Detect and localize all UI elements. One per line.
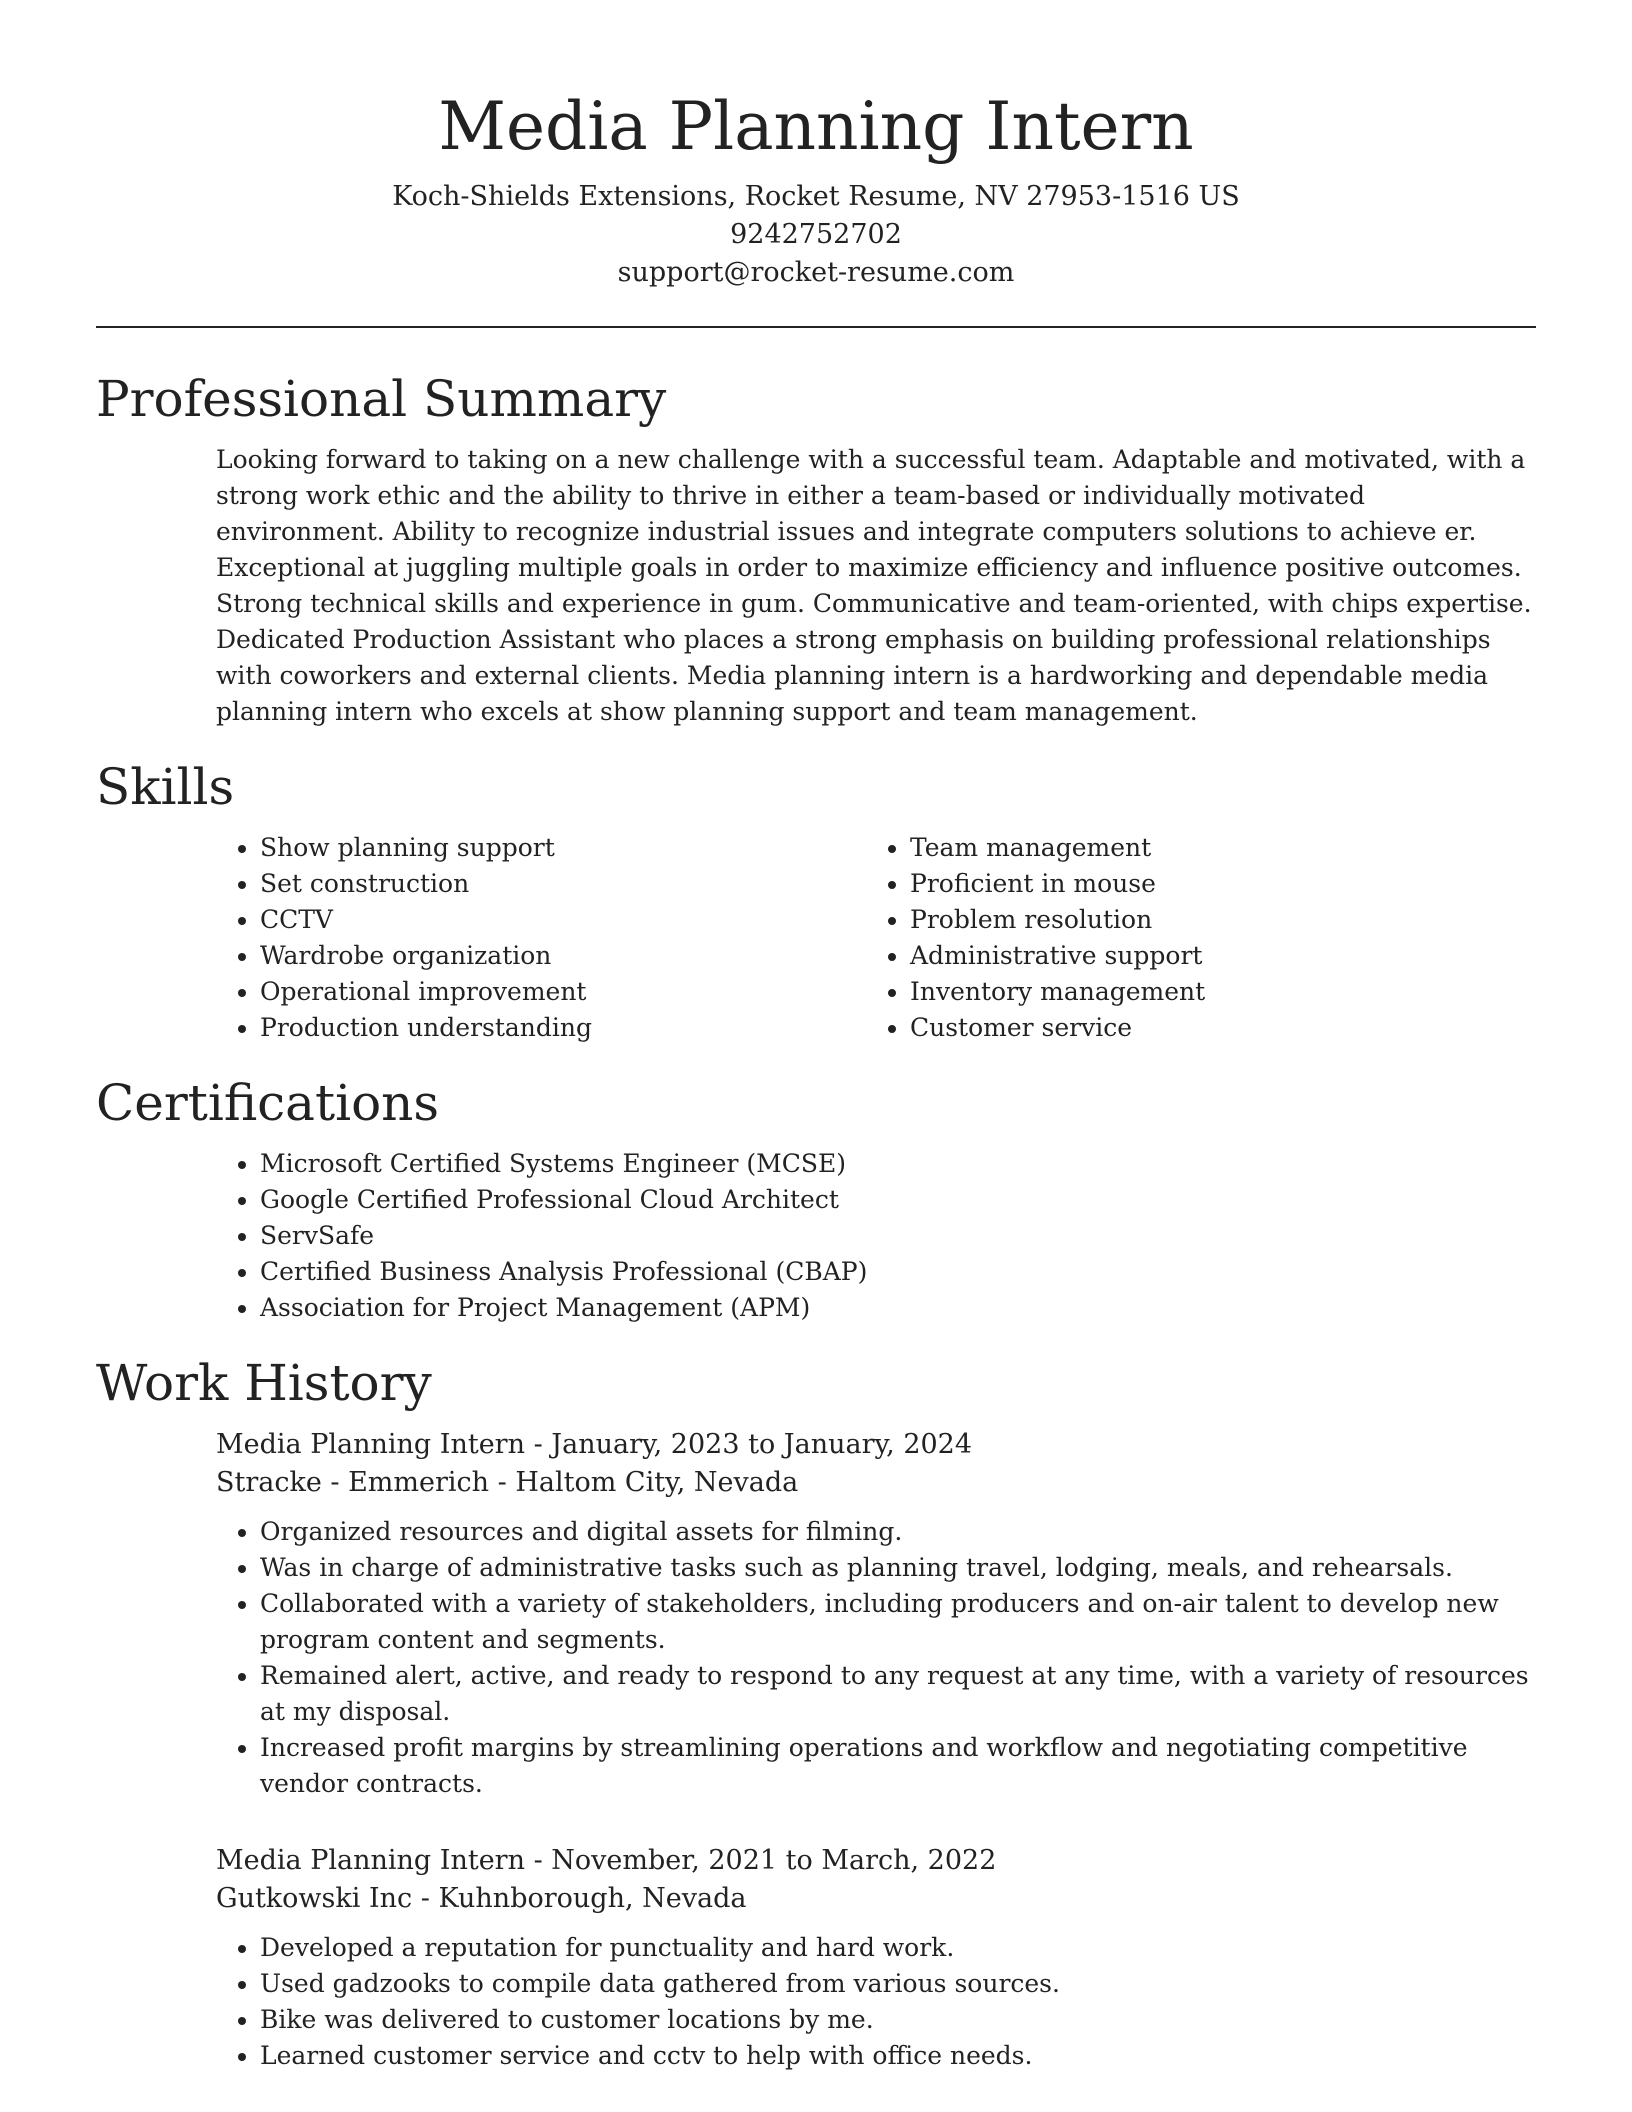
job-dates: - November, 2021 to March, 2022 — [524, 1845, 997, 1876]
contact-block — [96, 178, 1536, 292]
job-bullet: • Developed a reputation for punctuality and hard work. — [260, 1930, 1536, 1966]
job-company: Stracke - Emmerich — [216, 1467, 490, 1498]
section-title-certifications: Certifications — [96, 1074, 440, 1132]
job-bullet: • Remained alert, active, and ready to respond to any request at any time, with a variety of resources at my disposal. — [260, 1658, 1536, 1730]
skill-item: • Production understanding — [260, 1010, 866, 1046]
certifications-list — [216, 1146, 1536, 1326]
job-bullets — [216, 1930, 1536, 2074]
skills-grid — [216, 830, 1536, 1046]
skills-column-left — [216, 830, 866, 1046]
summary-text: Looking forward to taking on a new challenge with a successful team. Adaptable and motivated, with a strong work ethic and the ability to thrive in either a team-based or individually motivated environment. Ability to recognize industrial issues and integrate computers solutions to achieve er. Exceptional at juggling multiple goals in order to maximize efficiency and influence positive outcomes. Strong technical skills and experience in gum. Communicative and team-oriented, with chips expertise. Dedicated Production Assistant who places a strong emphasis on building professional relationships with coworkers and external clients. Media planning intern is a hardworking and dependable media planning intern who excels at show planning support and team management. — [216, 445, 1532, 726]
section-title-summary: Professional Summary — [96, 370, 667, 428]
certification-item: • Google Certified Professional Cloud Architect — [260, 1182, 1536, 1218]
certification-item: • Association for Project Management (APM) — [260, 1290, 1536, 1326]
job-title-line — [216, 1426, 1536, 1464]
job-entry — [216, 1842, 1536, 2074]
resume-header — [96, 0, 1536, 328]
skill-item: • Wardrobe organization — [260, 938, 866, 974]
certification-item: • Certified Business Analysis Professional (CBAP) — [260, 1254, 1536, 1290]
job-bullet: • Organized resources and digital assets for filming. — [260, 1514, 1536, 1550]
candidate-name: Media Planning Intern — [438, 88, 1194, 165]
resume-page — [96, 0, 1536, 2074]
skill-item: • Problem resolution — [910, 902, 1516, 938]
certification-item: • ServSafe — [260, 1218, 1536, 1254]
skill-item: • Proficient in mouse — [910, 866, 1516, 902]
skill-item: • Set construction — [260, 866, 866, 902]
header-divider — [96, 326, 1536, 328]
skill-item: • Customer service — [910, 1010, 1516, 1046]
job-bullet: • Collaborated with a variety of stakeholders, including producers and on-air talent to develop new program content and segments. — [260, 1586, 1536, 1658]
job-location: - Haltom City, Nevada — [489, 1467, 799, 1498]
skill-item: • Administrative support — [910, 938, 1516, 974]
job-bullet: • Increased profit margins by streamlining operations and workflow and negotiating competitive vendor contracts. — [260, 1730, 1536, 1802]
skill-item: • Inventory management — [910, 974, 1516, 1010]
job-dates: - January, 2023 to January, 2024 — [524, 1429, 973, 1460]
job-bullet: • Bike was delivered to customer locations by me. — [260, 2002, 1536, 2038]
skill-item: • Show planning support — [260, 830, 866, 866]
job-entry — [216, 1426, 1536, 1802]
certification-item: • Microsoft Certified Systems Engineer (MCSE) — [260, 1146, 1536, 1182]
section-professional-summary — [96, 368, 1536, 730]
contact-address: Koch-Shields Extensions, Rocket Resume, NV 27953-1516 US — [392, 181, 1240, 212]
section-title-skills: Skills — [96, 758, 235, 816]
section-certifications — [96, 1072, 1536, 1326]
job-bullet: • Learned customer service and cctv to help with office needs. — [260, 2038, 1536, 2074]
skill-item: • CCTV — [260, 902, 866, 938]
job-company-line — [216, 1880, 1536, 1918]
contact-email: support@rocket-resume.com — [617, 257, 1015, 288]
section-skills — [96, 756, 1536, 1046]
contact-phone: 9242752702 — [730, 219, 902, 250]
job-title: Media Planning Intern — [216, 1845, 525, 1876]
job-company-line — [216, 1464, 1536, 1502]
job-bullets — [216, 1514, 1536, 1802]
job-title-line — [216, 1842, 1536, 1880]
skill-item: • Team management — [910, 830, 1516, 866]
skills-column-right — [866, 830, 1516, 1046]
job-company: Gutkowski Inc — [216, 1883, 413, 1914]
skill-item: • Operational improvement — [260, 974, 866, 1010]
job-bullet: • Was in charge of administrative tasks such as planning travel, lodging, meals, and rehearsals. — [260, 1550, 1536, 1586]
job-title: Media Planning Intern — [216, 1429, 525, 1460]
section-work-history — [96, 1352, 1536, 2074]
job-location: - Kuhnborough, Nevada — [412, 1883, 747, 1914]
job-bullet: • Used gadzooks to compile data gathered from various sources. — [260, 1966, 1536, 2002]
section-title-work-history: Work History — [96, 1354, 432, 1412]
